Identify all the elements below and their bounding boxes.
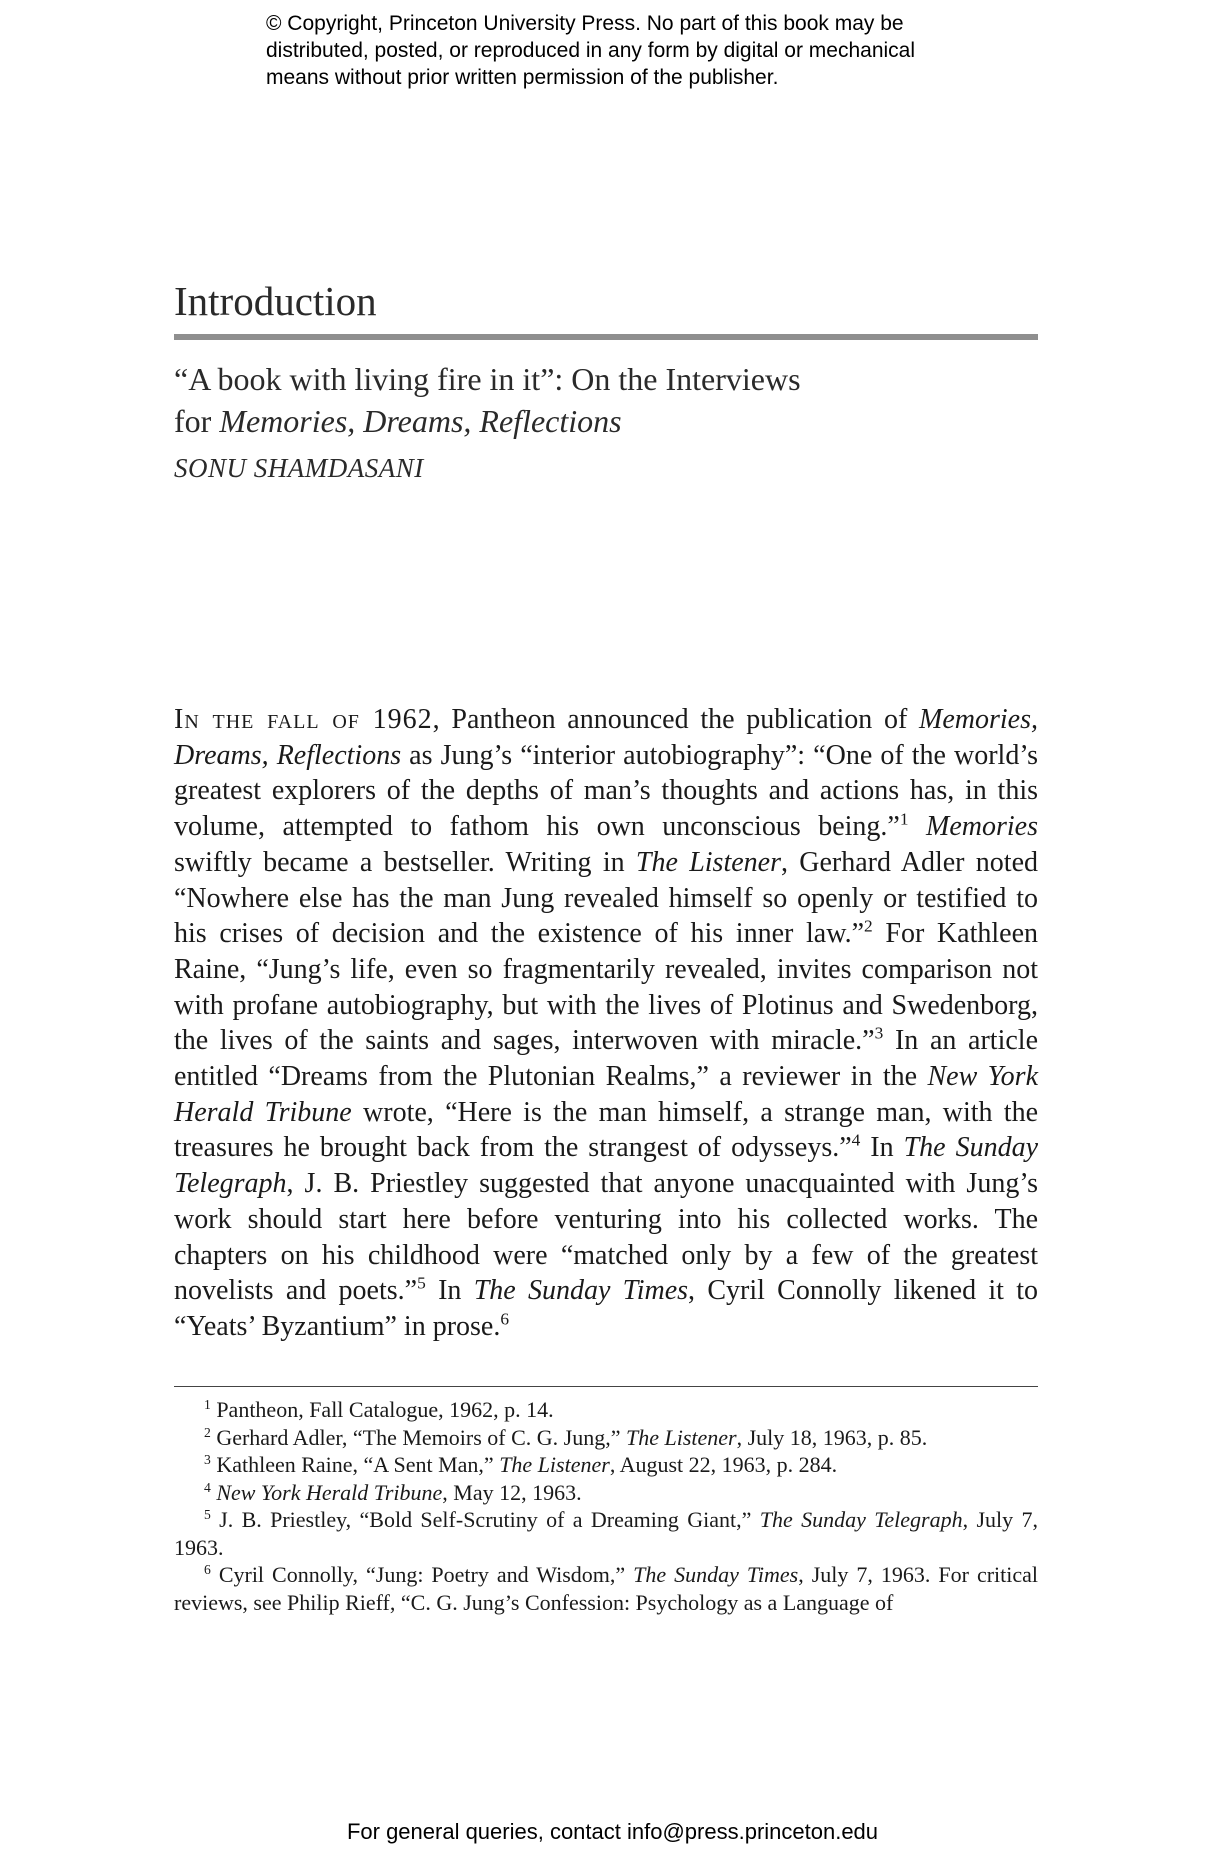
text-run: In an article entitled “Dreams from the Plutonian Realms,” a reviewer in the <box>174 1025 1038 1093</box>
text-run: wrote, “Here is the man himself, a strange man, with the treasures he brought back from the strangest of odysseys.” <box>174 1096 1038 1164</box>
chapter-subtitle <box>174 358 1038 442</box>
footnote-ref[interactable]: 4 <box>851 1131 861 1151</box>
subtitle-book-title: Memories, Dreams, Reflections <box>219 403 622 439</box>
footnote-text: , July 18, 1963, p. 85. <box>736 1424 928 1450</box>
footnote-ref[interactable]: 5 <box>417 1273 426 1293</box>
text-run: For Kathleen Raine, “Jung’s life, even so fragmentarily revealed, invites comparison not with profane autobiography, but with the lives of Plotinus and Swedenborg, the lives of the saints and sages, interwoven with miracle.” <box>174 918 1038 1057</box>
chapter-title: Introduction <box>174 278 377 324</box>
footnote <box>174 1451 1038 1479</box>
footnote-text: , May 12, 1963. <box>442 1479 582 1505</box>
footnote-italic: The Sunday Times <box>633 1562 799 1587</box>
footnote-text: Kathleen Raine, “A Sent Man,” <box>216 1452 500 1477</box>
copyright-line: means without prior written permission of the publisher. <box>266 66 779 89</box>
footnote <box>174 1506 1038 1561</box>
footnote-ref[interactable]: 1 <box>899 809 909 829</box>
copyright-line: distributed, posted, or reproduced in any form by digital or mechanical <box>266 39 916 62</box>
text-run: In <box>860 1132 904 1164</box>
footnote-number: 1 <box>204 1396 211 1412</box>
footnote-italic: The Listener <box>499 1452 610 1477</box>
text-run: In <box>425 1275 474 1307</box>
footnote-ref[interactable]: 3 <box>874 1023 884 1043</box>
footnote-number: 2 <box>204 1424 211 1440</box>
text-run: , Gerhard Adler noted “Nowhere else has the man Jung revealed himself so openly or testified to his crises of decision and the existence of his inner law.” <box>174 846 1039 950</box>
footnote <box>174 1396 1038 1424</box>
contact-footer: For general queries, contact info@press.princeton.edu <box>346 1819 879 1844</box>
copyright-notice <box>266 10 1026 91</box>
footnote-text: , August 22, 1963, p. 284. <box>609 1452 838 1477</box>
text-run <box>909 811 927 842</box>
subtitle-text: “A book with living fire in it”: On the Interviews <box>174 361 801 397</box>
text-run: as Jung’s “interior autobiography”: “One of the world’s greatest explorers of the depths of man’s thoughts and actions has, in this volume, attempted to fathom his own unconscious being.” <box>174 739 1038 843</box>
author-name: SONU SHAMDASANI <box>174 453 424 483</box>
footnote-divider <box>174 1386 1038 1387</box>
footnote-text: , July 7, 1963. <box>174 1507 1038 1560</box>
footnote <box>174 1561 1038 1616</box>
text-run: , J. B. Priestley suggested that anyone unacquainted with Jung’s work should start here before venturing into his collected works. The chapters on his childhood were “matched only by a few of the greatest novelists and poets.” <box>174 1168 1038 1307</box>
italic-run: New York Herald Tribune <box>174 1061 1038 1128</box>
italic-run: Memories <box>926 811 1039 843</box>
italic-run: The Sunday Telegraph <box>174 1132 1039 1200</box>
footnotes <box>174 1396 1038 1616</box>
italic-run: Memories, Dreams, Reflections <box>174 704 1038 771</box>
text-run: , Cyril Connolly likened it to “Yeats’ Byzantium” in prose. <box>174 1275 1039 1342</box>
subtitle-text: for <box>174 403 220 439</box>
footnote-number: 5 <box>204 1506 211 1522</box>
title-divider <box>174 334 1038 340</box>
footnote-text: , July 7, 1963. For critical reviews, see Philip Rieff, “C. G. Jung’s Confession: Psychology as a Language of <box>174 1562 1039 1615</box>
footnote-text: J. B. Priestley, “Bold Self-Scrutiny of a Dreaming Giant,” <box>219 1507 760 1532</box>
footnote-italic: The Sunday Telegraph <box>759 1507 963 1532</box>
footnote <box>174 1424 1038 1452</box>
italic-run: The Listener <box>635 846 781 878</box>
opening-small-caps: In the fall of 1962 <box>174 704 433 735</box>
footnote-number: 6 <box>204 1561 211 1577</box>
footnote-text: Cyril Connolly, “Jung: Poetry and Wisdom,” <box>218 1562 634 1587</box>
copyright-line: © Copyright, Princeton University Press. No part of this book may be <box>266 12 904 35</box>
italic-run: The Sunday Times <box>473 1275 689 1307</box>
footnote-number: 3 <box>204 1451 211 1467</box>
footnote-italic: The Listener <box>626 1424 737 1450</box>
footnote-number: 4 <box>204 1479 211 1495</box>
footnote-ref[interactable]: 2 <box>864 916 873 936</box>
text-run: swiftly became a bestseller. Writing in <box>174 846 636 878</box>
footnote-text: Gerhard Adler, “The Memoirs of C. G. Jung,” <box>216 1424 626 1450</box>
footnote-italic: New York Herald Tribune <box>216 1479 443 1505</box>
body-paragraph <box>174 702 1038 1345</box>
footnote <box>174 1479 1038 1507</box>
footnote-text: Pantheon, Fall Catalogue, 1962, p. 14. <box>216 1397 554 1422</box>
footnote-ref[interactable]: 6 <box>500 1309 510 1329</box>
text-run: , Pantheon announced the publication of <box>432 704 920 735</box>
